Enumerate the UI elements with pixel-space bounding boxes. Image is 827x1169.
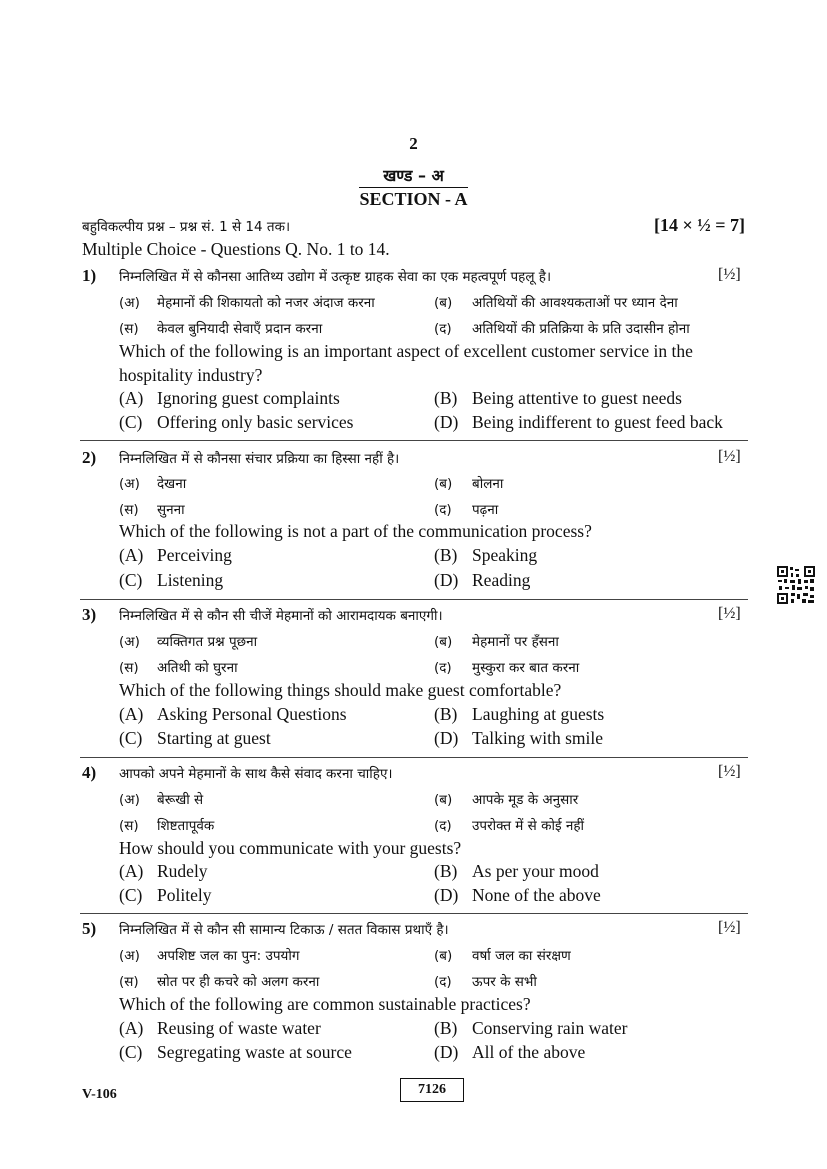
option-english-d: (D) Talking with smile [434,728,603,748]
page-number: 2 [409,134,418,153]
option-hindi-d: (द) पढ़ना [434,502,499,518]
option-hindi-d: (द) ऊपर के सभी [434,974,537,990]
option-english-b: (B) Conserving rain water [434,1018,628,1038]
question-number: 1) [82,266,97,285]
divider [80,440,748,441]
option-english-c: (C) Listening [119,570,224,590]
total-marks: [14 × ½ = 7] [653,215,745,235]
option-english-a: (A) Asking Personal Questions [119,704,347,724]
question-text-hindi: निम्नलिखित में से कौन सी सामान्य टिकाऊ / सतत विकास प्रथाएँ है। [119,922,449,938]
option-english-b: (B) Being attentive to guest needs [434,388,682,408]
option-english-d: (D) Being indifferent to guest feed back [434,412,723,432]
question-number: 2) [82,448,97,467]
option-hindi-d: (द) मुस्कुरा कर बात करना [434,660,580,676]
option-hindi-d: (द) अतिथियों की प्रतिक्रिया के प्रति उदासीन होना [434,321,690,337]
question-text-hindi: निम्नलिखित में से कौनसा आतिथ्य उद्योग में उत्कृष्ट ग्राहक सेवा का एक महत्वपूर्ण पहलू है। [119,269,552,285]
section-title-hindi: खण्ड – अ [383,166,444,185]
question-text-hindi: आपको अपने मेहमानों के साथ कैसे संवाद करना चाहिए। [119,766,393,782]
option-hindi-b: (ब) मेहमानों पर हँसना [434,634,559,650]
qr-code-icon [776,565,816,605]
option-hindi-c: (स) अतिथी को घुरना [119,660,238,676]
section-title-english [0,189,827,210]
option-english-d: (D) Reading [434,570,531,590]
question-text-english: Which of the following things should make guest comfortable? [119,680,562,700]
option-english-b: (B) As per your mood [434,861,599,881]
option-english-a: (A) Ignoring guest complaints [119,388,340,408]
option-english-b: (B) Laughing at guests [434,704,605,724]
option-english-a: (A) Reusing of waste water [119,1018,321,1038]
option-english-d: (D) All of the above [434,1042,586,1062]
option-english-b: (B) Speaking [434,545,538,565]
option-english-c: (C) Starting at guest [119,728,271,748]
roll-code-box: 7126 [400,1078,464,1102]
question-text-english: Which of the following are common sustainable practices? [119,994,531,1014]
question-text-english-cont: hospitality industry? [119,365,263,385]
question-text-english: Which of the following is not a part of the communication process? [119,521,592,541]
question-marks: [½] [718,919,741,936]
instructions-hindi: बहुविकल्पीय प्रश्न – प्रश्न सं. 1 से 14 तक। [82,219,291,235]
option-hindi-a: (अ) देखना [119,476,187,492]
option-hindi-c: (स) सुनना [119,502,185,518]
option-hindi-c: (स) शिष्टतापूर्वक [119,818,215,834]
instructions-english: Multiple Choice - Questions Q. No. 1 to 14. [82,239,390,259]
option-hindi-d: (द) उपरोक्त में से कोई नहीं [434,818,585,834]
question-number: 5) [82,919,97,938]
option-english-c: (C) Offering only basic services [119,412,354,432]
question-text-english: Which of the following is an important aspect of excellent customer service in the [119,341,693,361]
option-hindi-b: (ब) आपके मूड के अनुसार [434,792,579,808]
option-english-d: (D) None of the above [434,885,601,905]
option-hindi-b: (ब) वर्षा जल का संरक्षण [434,948,571,964]
option-hindi-b: (ब) बोलना [434,476,504,492]
question-text-english: How should you communicate with your guests? [119,838,462,858]
option-hindi-a: (अ) व्यक्तिगत प्रश्न पूछना [119,634,258,650]
option-hindi-c: (स) केवल बुनियादी सेवाएँ प्रदान करना [119,321,323,337]
option-english-a: (A) Rudely [119,861,208,881]
section-title-english-text: SECTION - A [359,189,468,209]
question-text-hindi: निम्नलिखित में से कौनसा संचार प्रक्रिया का हिस्सा नहीं है। [119,451,400,467]
question-marks: [½] [718,605,741,622]
option-hindi-a: (अ) बेरूखी से [119,792,204,808]
question-marks: [½] [718,266,741,283]
question-text-hindi: निम्नलिखित में से कौन सी चीजें मेहमानों को आरामदायक बनाएगी। [119,608,443,624]
paper-code: V-106 [82,1087,117,1102]
option-english-c: (C) Segregating waste at source [119,1042,352,1062]
divider [80,757,748,758]
option-hindi-c: (स) स्रोत पर ही कचरे को अलग करना [119,974,320,990]
question-marks: [½] [718,448,741,465]
option-hindi-b: (ब) अतिथियों की आवश्यकताओं पर ध्यान देना [434,295,678,311]
option-english-c: (C) Politely [119,885,212,905]
option-english-a: (A) Perceiving [119,545,232,565]
option-hindi-a: (अ) अपशिष्ट जल का पुन: उपयोग [119,948,300,964]
option-hindi-a: (अ) मेहमानों की शिकायतो को नजर अंदाज करना [119,295,375,311]
question-marks: [½] [718,763,741,780]
question-number: 3) [82,605,97,624]
question-number: 4) [82,763,97,782]
divider [80,913,748,914]
divider [80,599,748,600]
